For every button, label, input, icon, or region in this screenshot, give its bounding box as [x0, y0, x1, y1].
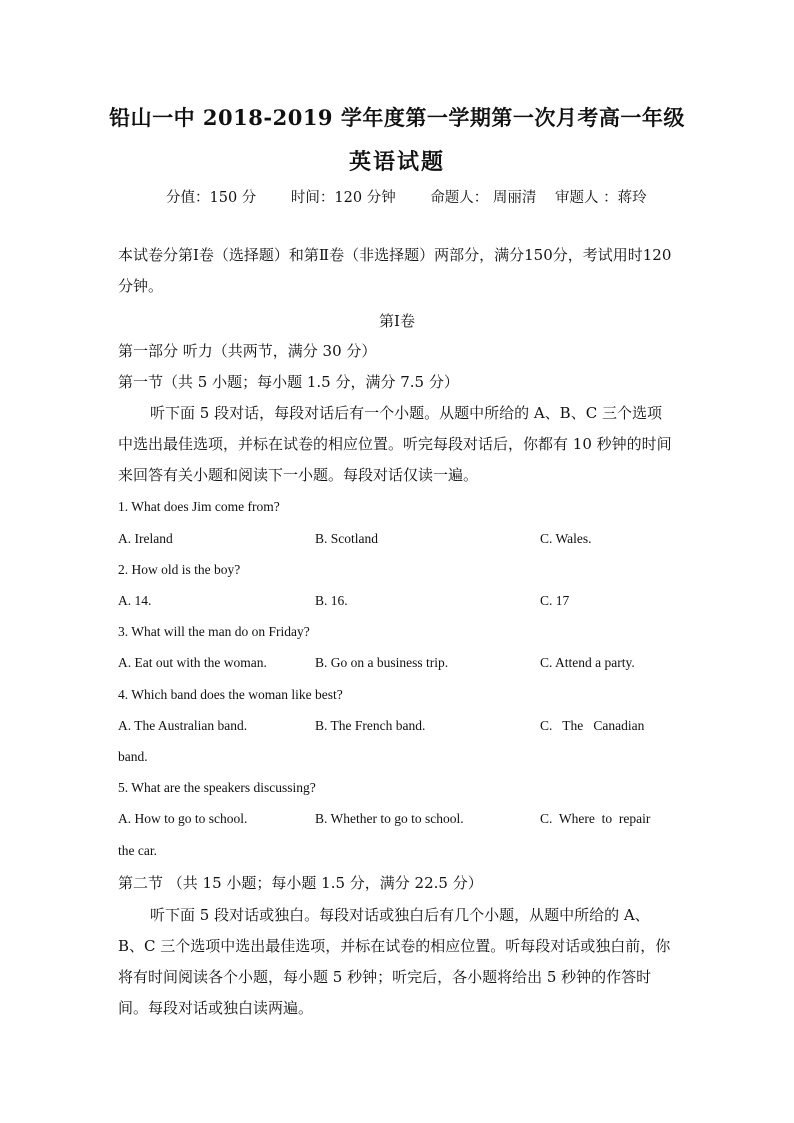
q3-option-b: B. Go on a business trip.: [315, 655, 449, 670]
score-info: 分值：150 分: [166, 190, 257, 206]
volume-title: 第Ⅰ卷: [379, 312, 415, 330]
section1-instructions: 听下面 5 段对话，每段对话后有一个小题。从题中所给的 A、B、C 三个选项中选出最佳选项，并标在试卷的相应位置。听完每段对话后，你都有 10 秒钟的时间来回答有关小题和阅读下一小题。每段对话仅读一遍。: [118, 404, 672, 484]
q5-option-c: C. Where to repair: [540, 811, 651, 826]
question-1: 1. What does Jim come from?: [118, 499, 280, 514]
author-info: 命题人： 周丽清: [430, 190, 537, 206]
q1-option-c: C. Wales.: [540, 531, 592, 546]
q2-option-a: A. 14.: [118, 593, 152, 608]
exam-title: 铅山一中 2018-2019 学年度第一学期第一次月考高一年级: [109, 105, 685, 130]
q2-option-b: B. 16.: [315, 593, 348, 608]
q3-option-a: A. Eat out with the woman.: [118, 655, 267, 670]
question-2: 2. How old is the boy?: [118, 562, 241, 577]
q1-option-a: A. Ireland: [118, 531, 173, 546]
section2-instructions: 听下面 5 段对话或独白。每段对话或独白后有几个小题，从题中所给的 A、B、C 三个选项中选出最佳选项，并标在试卷的相应位置。听每段对话或独白前，你将有时间阅读各个小题，每小题 5 秒钟；听完后，各小题将给出 5 秒钟的作答时间。每段对话或独白读两遍。: [118, 906, 671, 1017]
question-5: 5. What are the speakers discussing?: [118, 780, 316, 795]
time-info: 时间：120 分钟: [290, 190, 396, 206]
question-4: 4. Which band does the woman like best?: [118, 687, 343, 702]
q5-option-a: A. How to go to school.: [118, 811, 248, 826]
part1-title: 第一部分 听力（共两节，满分 30 分）: [118, 342, 377, 360]
section1-title: 第一节（共 5 小题；每小题 1.5 分，满分 7.5 分）: [118, 373, 459, 391]
intro-paragraph: 本试卷分第Ⅰ卷（选择题）和第Ⅱ卷（非选择题）两部分，满分150分，考试用时120分钟。: [118, 246, 672, 295]
q5-option-c-continued: the car.: [118, 843, 157, 858]
exam-subtitle: 英语试题: [348, 149, 445, 175]
question-3: 3. What will the man do on Friday?: [118, 624, 310, 639]
q3-option-c: C. Attend a party.: [540, 655, 635, 670]
q5-option-b: B. Whether to go to school.: [315, 811, 464, 826]
section2-title: 第二节 （共 15 小题；每小题 1.5 分，满分 22.5 分）: [118, 874, 483, 892]
q4-option-a: A. The Australian band.: [118, 718, 248, 733]
q4-option-c-continued: band.: [118, 749, 148, 764]
q4-option-b: B. The French band.: [315, 718, 426, 733]
q2-option-c: C. 17: [540, 593, 570, 608]
reviewer-info: 审题人 ：蒋玲: [555, 190, 647, 206]
q4-option-c: C. The Canadian: [540, 718, 645, 733]
exam-meta: [166, 186, 677, 207]
q1-option-b: B. Scotland: [315, 531, 378, 546]
